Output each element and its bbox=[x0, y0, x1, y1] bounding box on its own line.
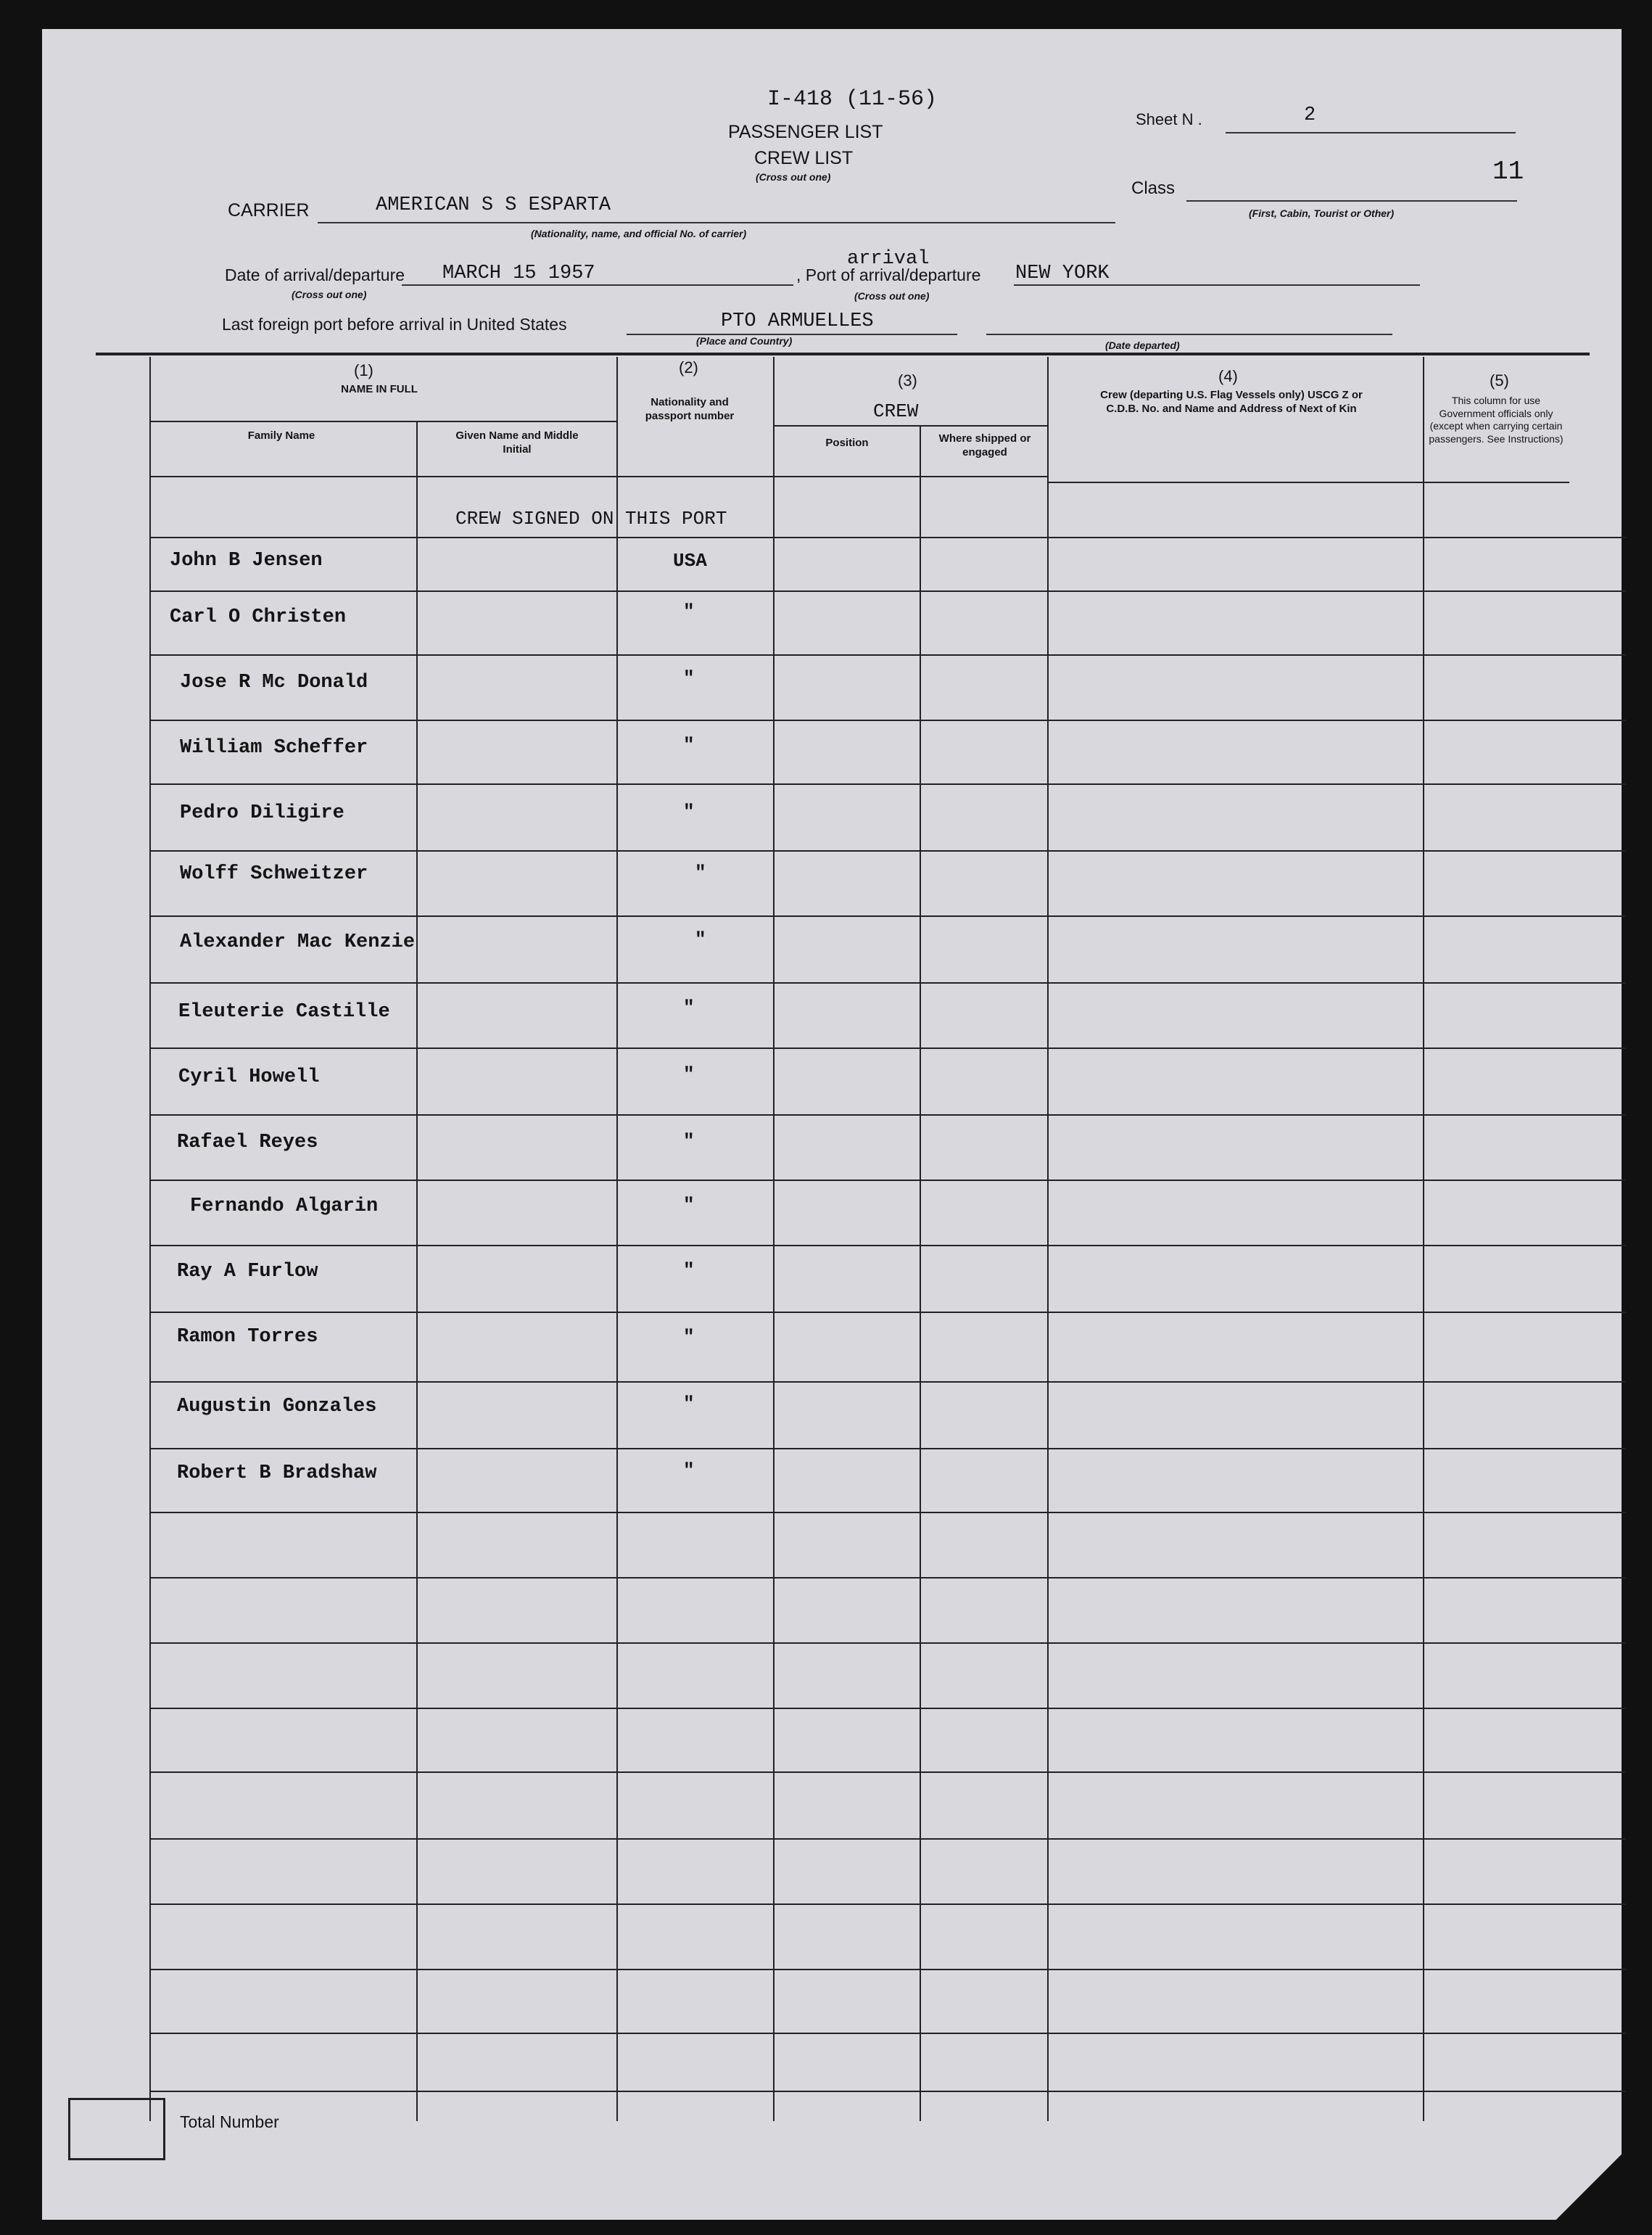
row-separator bbox=[149, 1512, 1626, 1513]
document-sheet bbox=[42, 29, 1622, 2220]
crew-name: Fernando Algarin bbox=[190, 1195, 379, 1217]
crew-name: Robert B Bradshaw bbox=[177, 1462, 377, 1484]
crew-name: Eleuterie Castille bbox=[178, 1001, 390, 1023]
row-separator bbox=[149, 1838, 1626, 1840]
row-separator bbox=[149, 2033, 1626, 2034]
col4-title: Crew (departing U.S. Flag Vessels only) USCG Z or C.D.B. No. and Name and Address of Next of Kin bbox=[1100, 389, 1363, 415]
class-hint: (First, Cabin, Tourist or Other) bbox=[1249, 207, 1395, 219]
col-divider-shipped bbox=[920, 425, 921, 2121]
port-cross-out-note: (Cross out one) bbox=[854, 290, 930, 302]
row-separator bbox=[149, 1771, 1626, 1773]
port-value: NEW YORK bbox=[1015, 263, 1110, 284]
crew-name: Ray A Furlow bbox=[177, 1261, 318, 1283]
header-line-crew bbox=[773, 425, 1047, 427]
date-label: Date of arrival/departure bbox=[225, 266, 405, 284]
row-separator bbox=[149, 720, 1626, 721]
date-departed-hint: (Date departed) bbox=[1105, 339, 1180, 351]
row-separator bbox=[149, 1245, 1626, 1246]
port-label: , Port of arrival/departure bbox=[796, 266, 981, 284]
col-divider-nationality bbox=[616, 357, 618, 2121]
row-separator bbox=[149, 1381, 1626, 1383]
row-separator bbox=[149, 1448, 1626, 1449]
crew-nationality: " bbox=[695, 929, 706, 950]
crew-nationality: " bbox=[683, 1063, 695, 1085]
date-value: MARCH 15 1957 bbox=[442, 263, 595, 284]
col5-number: (5) bbox=[1490, 371, 1509, 390]
row-separator bbox=[149, 537, 1626, 538]
crew-nationality: " bbox=[683, 1194, 695, 1216]
crew-nationality: " bbox=[683, 601, 695, 622]
sheet-number: 2 bbox=[1304, 104, 1316, 126]
date-underline bbox=[402, 284, 793, 286]
col1-title: NAME IN FULL bbox=[341, 383, 418, 395]
crew-name: Rafael Reyes bbox=[177, 1132, 318, 1153]
row-separator bbox=[149, 1577, 1626, 1579]
col4-number: (4) bbox=[1218, 367, 1238, 385]
title-passenger-list: PASSENGER LIST bbox=[728, 122, 883, 142]
crew-name: Pedro Diligire bbox=[180, 802, 344, 824]
crew-nationality: " bbox=[695, 862, 706, 884]
carrier-underline bbox=[318, 222, 1115, 223]
row-separator bbox=[149, 1969, 1626, 1970]
header-line-name bbox=[149, 421, 616, 422]
class-label: Class bbox=[1131, 178, 1176, 198]
crew-name: William Scheffer bbox=[180, 737, 368, 759]
title-crew-list: CREW LIST bbox=[754, 148, 854, 168]
col3a-position: Position bbox=[825, 437, 869, 449]
last-port-value: PTO ARMUELLES bbox=[721, 310, 874, 332]
crew-nationality: " bbox=[683, 997, 695, 1018]
table-left-border bbox=[149, 357, 151, 2121]
col5-title: This column for use Government officials only (except when carrying certain passengers. See Instructions) bbox=[1429, 395, 1564, 445]
form-number: I-418 (11-56) bbox=[767, 87, 938, 112]
col-divider-given-name bbox=[416, 421, 418, 2121]
crew-name: John B Jensen bbox=[170, 550, 323, 572]
sheet-label: Sheet N . bbox=[1136, 110, 1202, 128]
row-separator bbox=[149, 915, 1626, 917]
class-underline bbox=[1186, 200, 1517, 202]
row-separator bbox=[149, 1180, 1626, 1181]
row-separator bbox=[149, 982, 1626, 984]
crew-nationality: " bbox=[683, 1130, 695, 1152]
crew-nationality: " bbox=[683, 1393, 695, 1415]
header-bottom-line-left bbox=[149, 476, 1049, 477]
crew-nationality: " bbox=[683, 1259, 695, 1281]
date-departed-underline bbox=[986, 334, 1392, 335]
header-bottom-line-right bbox=[1047, 482, 1569, 483]
row-separator bbox=[149, 783, 1626, 785]
crew-name: Cyril Howell bbox=[178, 1066, 320, 1088]
page-corner-fold bbox=[1556, 2154, 1622, 2220]
crew-nationality: " bbox=[683, 734, 695, 756]
crew-name: Ramon Torres bbox=[177, 1326, 318, 1348]
col3-number: (3) bbox=[898, 371, 917, 390]
row-separator bbox=[149, 1708, 1626, 1709]
col3-crew-label: CREW bbox=[873, 400, 919, 422]
row-separator bbox=[149, 590, 1626, 592]
col3b-where-shipped: Where shipped or engaged bbox=[938, 432, 1031, 458]
row-separator bbox=[149, 1312, 1626, 1313]
crew-signed-note: CREW SIGNED ON THIS PORT bbox=[455, 508, 727, 530]
carrier-label: CARRIER bbox=[228, 200, 310, 221]
carrier-hint: (Nationality, name, and official No. of carrier) bbox=[531, 228, 747, 239]
crew-nationality: " bbox=[683, 1326, 695, 1348]
class-value: 11 bbox=[1492, 157, 1524, 186]
sheet-underline bbox=[1226, 132, 1516, 133]
cross-out-note: (Cross out one) bbox=[756, 171, 831, 183]
crew-name: Carl O Christen bbox=[170, 606, 347, 628]
row-separator bbox=[149, 1114, 1626, 1116]
row-separator bbox=[149, 850, 1626, 852]
header-separator bbox=[96, 353, 1590, 355]
col-divider-col4 bbox=[1047, 357, 1049, 2121]
row-separator bbox=[149, 654, 1626, 656]
crew-name: Wolff Schweitzer bbox=[180, 863, 368, 885]
col2-title: Nationality and passport number bbox=[645, 396, 735, 422]
col-divider-col5 bbox=[1423, 357, 1424, 2121]
crew-name: Augustin Gonzales bbox=[177, 1396, 377, 1417]
last-port-hint: (Place and Country) bbox=[696, 335, 793, 347]
crew-nationality: " bbox=[683, 801, 695, 823]
date-cross-out-note: (Cross out one) bbox=[292, 289, 367, 300]
row-separator bbox=[149, 2091, 1626, 2092]
col1a-family-name: Family Name bbox=[247, 429, 315, 442]
col2-number: (2) bbox=[679, 358, 698, 376]
last-port-label: Last foreign port before arrival in United States bbox=[222, 315, 567, 334]
crew-name: Jose R Mc Donald bbox=[180, 672, 368, 693]
port-typed-over: arrival bbox=[847, 248, 930, 270]
row-separator bbox=[149, 1047, 1626, 1049]
total-number-label: Total Number bbox=[180, 2112, 279, 2131]
crew-nationality: USA bbox=[673, 550, 707, 572]
total-number-box bbox=[68, 2098, 165, 2160]
col-divider-crew bbox=[773, 357, 775, 2121]
crew-nationality: " bbox=[683, 667, 695, 689]
crew-name: Alexander Mac Kenzie bbox=[180, 931, 416, 953]
col1-number: (1) bbox=[354, 361, 373, 379]
port-underline bbox=[1014, 284, 1420, 286]
row-separator bbox=[149, 1903, 1626, 1905]
col1b-given-name: Given Name and Middle Initial bbox=[455, 429, 579, 456]
carrier-value: AMERICAN S S ESPARTA bbox=[376, 194, 611, 216]
row-separator bbox=[149, 1642, 1626, 1644]
crew-nationality: " bbox=[683, 1460, 695, 1481]
